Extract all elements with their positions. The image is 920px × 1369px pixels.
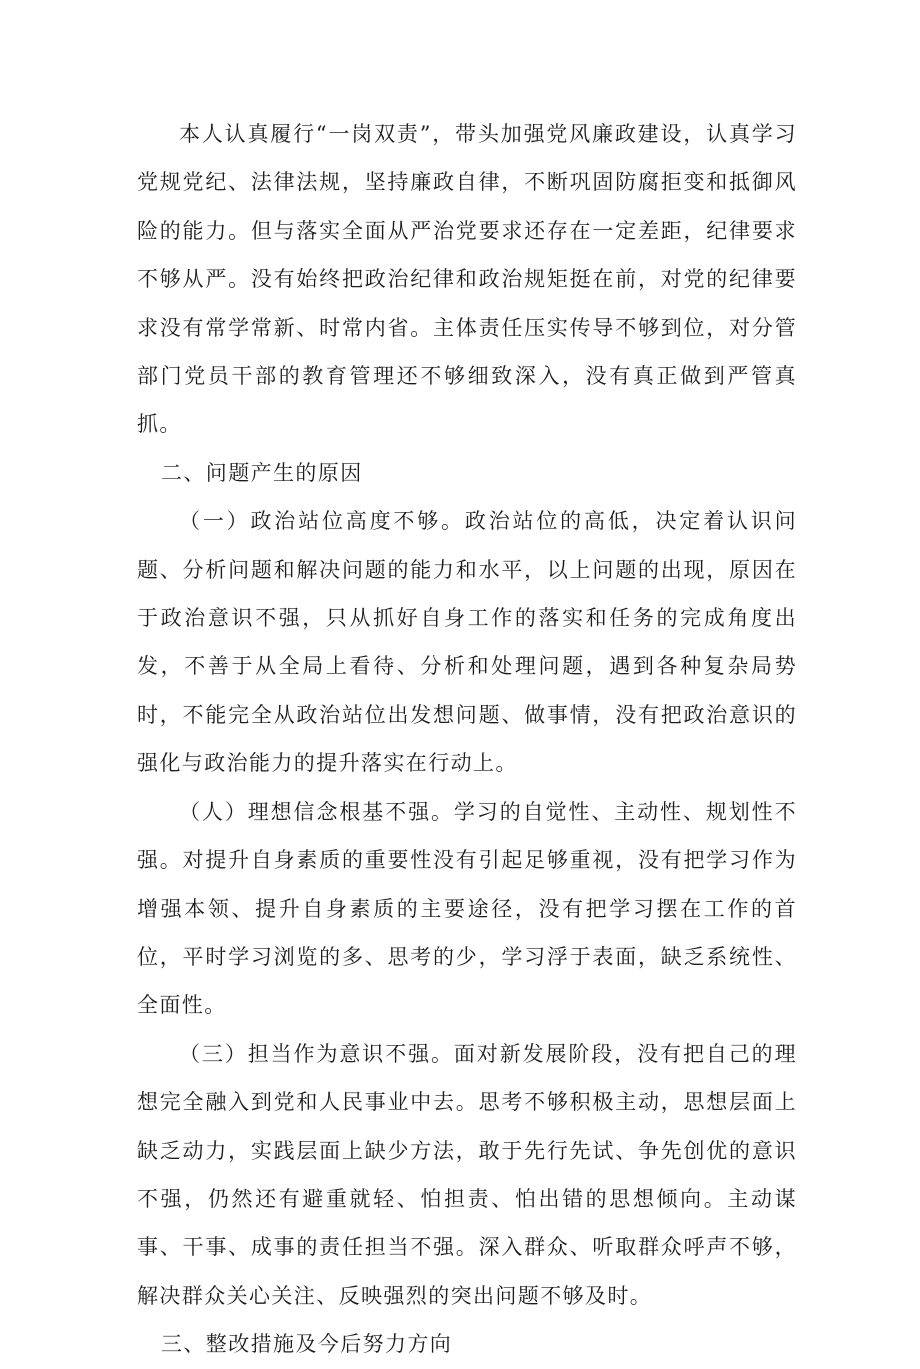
paragraph-responsibility: 本人认真履行“一岗双责”，带头加强党风廉政建设，认真学习党规党纪、法律法规，坚持廉政自律，不断巩固防腐拒变和抵御风险的能力。但与落实全面从严治党要求还存在一定差距，纪律要求不够从严。没有始终把政治纪律和政治规矩挺在前，对党的纪律要求没有常学常新、时常内省。主体责任压实传导不够到位，对分管部门党员干部的教育管理还不够细致深入，没有真正做到严管真抓。	[137, 122, 797, 437]
section-heading-rectification: 三、整改措施及今后努力方向	[161, 1332, 453, 1357]
section-heading-causes: 二、问题产生的原因	[161, 460, 363, 485]
document-body	[137, 110, 797, 1369]
paragraph-responsibility-awareness: （三）担当作为意识不强。面对新发展阶段，没有把自己的理想完全融入到党和人民事业中去。思考不够积极主动，思想层面上缺乏动力，实践层面上缺少方法，敢于先行先试、争先创优的意识不强，仍然还有避重就轻、怕担责、怕出错的思想倾向。主动谋事、干事、成事的责任担当不强。深入群众、听取群众呼声不够，解决群众关心关注、反映强烈的突出问题不够及时。	[137, 1041, 797, 1308]
paragraph-ideals-beliefs: （人）理想信念根基不强。学习的自觉性、主动性、规划性不强。对提升自身素质的重要性没有引起足够重视，没有把学习作为增强本领、提升自身素质的主要途径，没有把学习摆在工作的首位，平时学习浏览的多、思考的少，学习浮于表面，缺乏系统性、全面性。	[137, 799, 797, 1018]
paragraph-political-stance: （一）政治站位高度不够。政治站位的高低，决定着认识问题、分析问题和解决问题的能力和水平，以上问题的出现，原因在于政治意识不强，只从抓好自身工作的落实和任务的完成角度出发，不善于从全局上看待、分析和处理问题，遇到各种复杂局势时，不能完全从政治站位出发想问题、做事情，没有把政治意识的强化与政治能力的提升落实在行动上。	[137, 509, 797, 776]
